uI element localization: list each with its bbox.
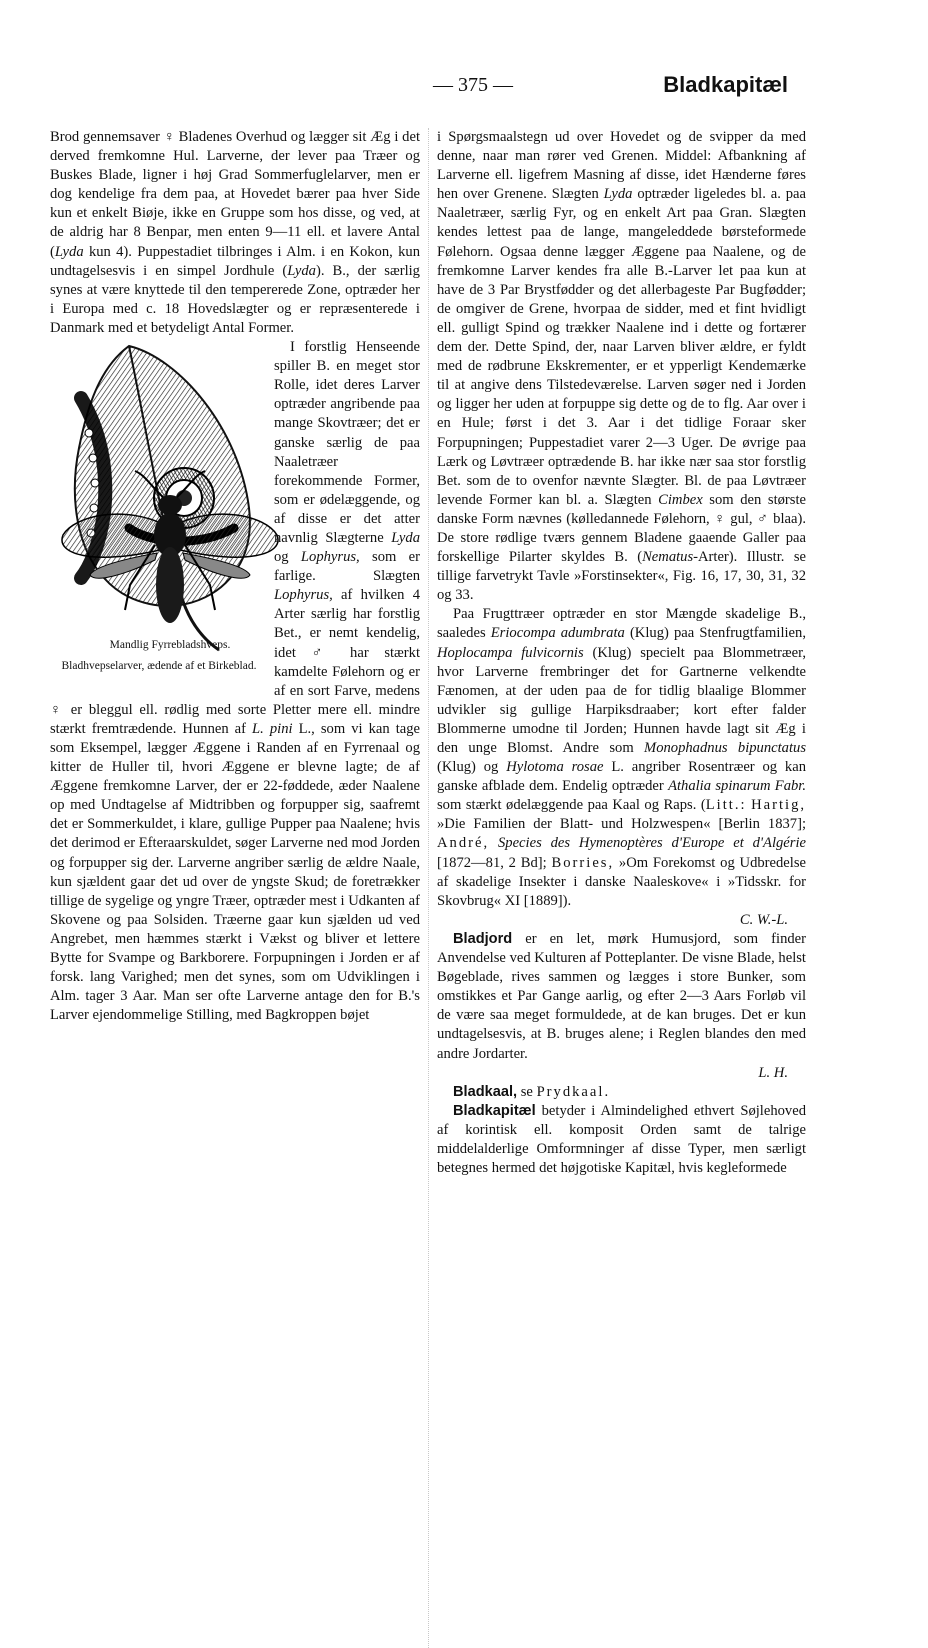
author-signature: L. H. <box>758 1064 788 1081</box>
page-number: — 375 — <box>433 74 513 96</box>
paragraph: I forstlig Henseende spiller B. en meget stor Rolle, idet deres Larver optræder angribende paa mange Skovtræer; det er ganske særlig de paa Naaletræer forekommende Former, som er ødelæggende, og af disse er det atter navnlig Slægterne Lyda og Lophyrus, som er farlige. Slægten Lophyrus, af hvilken 4 Arter særlig har forstlig Bet., er nemt kendelig, idet ♂ har stærkt kamdelte Følehorn og er af en sort Farve, medens ♀ er bleggul ell. rødlig med sorte Pletter mere ell. mindre stærkt fremtrædende. Hunnen af L. pini L., som vi kan tage som Eksempel, lægger Æggene i Randen af en Fyrrenaal og kitter de Huller til, hvori Æggene er blevne lagte; de af Æggene fremkomne Larver, der er 22-føddede, æder Naalene op med Undtagelse af Midtribben og forpupper sig, saafremt det er Sommerkuldet, i klare, gullige Pupper paa Naalene; hvis det derimod er Efteraarskuldet, søger Larverne ned mod Jorden og forpupper sig der. Larverne angriber særlig de ældre Naale, kun sjældent gaar det ud over de yngste Skud; de foretrækker tillige de sygelige og yngre Træer, optræder mest i Udkanten af Skovene og paa Solsiden. Træerne gaar kun sjælden ud ved Angrebet, men hæmmes stærkt i Vækst og bliver et lettere Bytte for Svampe og Barkborere. Forpupningen i Jorden er af forsk. lang Varighed; men det synes, som om Udviklingen i Alm. tager 3 Aar. Man ser ofte Larverne antage den for B.'s Larver ejendommelige Stilling, med Bagkroppen bøjet <box>50 339 420 1024</box>
right-column <box>437 128 806 1178</box>
entry-bladkaal: Bladkaal, se Prydkaal. <box>453 1083 611 1100</box>
figure-caption: Mandlig Fyrrebladshveps. <box>109 639 231 652</box>
paragraph-part: -Arter). Illustr. se tillige farvetrykt Tavle »Forstinsekter«, Fig. 16, 17, 30, 31, 32 og 33. <box>437 549 806 604</box>
figure-sawfly <box>50 465 290 657</box>
paragraph-part: L., som vi kan tage som Eksempel, lægger Æggene i Randen af en Fyrrenaal og kitter de Huller til, hvori Æggene er blevne lagte; de af Æggene fremkomne Larver, der er 22-føddede, æder Naalene op med Undtagelse af Midtribben og forpupper sig, saafremt det er Sommerkuldet, i klare, gullige Pupper paa Naalene; hvis det derimod er Efteraarskuldet, søger Larverne ned mod Jorden og forpupper sig der. Larverne angriber særlig de ældre Naale, kun sjældent gaar det ud over de yngste Skud; de foretrækker tillige de sygelige og yngre Træer, optræder mest i Udkanten af Skovene og paa Solsiden. Træerne gaar kun sjælden ud ved Angrebet, men hæmmes stærkt i Vækst og bliver et lettere Bytte for Svampe og Barkborere. Forpupningen i Jorden er af forsk. lang Varighed; men det synes, som om Udviklingen i Alm. tager 3 Aar. Man ser ofte Larverne antage den for B.'s Larver ejendommelige Stilling, med Bagkroppen bøjet <box>50 720 420 1024</box>
paragraph-part: ). B., der særlig synes at være knyttede til den tempererede Zone, optræder her i Europa med c. 18 Hovedslægter og er repræsenterede i Danmark med et betydeligt Antal Former. <box>50 262 420 336</box>
left-column <box>50 128 420 1025</box>
entry-bladkapitael: Bladkapitæl betyder i Almindelighed ethvert Søjlehoved af korintisk ell. komposit Orden samt de talrige middelalderlige Omformninger af disse Typer, men særligt betegnes hermed det højgotiske Kapitæl, hvis kegleformede <box>437 1102 806 1177</box>
author-signature: C. W.-L. <box>739 911 788 928</box>
entry-bladjord: Bladjord er en let, mørk Humusjord, som finder Anvendelse ved Kulturen af Potteplanter. De visne Blade, helst Bøgeblade, rives sammen og lægges i store Bunker, som omstikkes et Par Gange aarlig, og efter 2—3 Aars Forløb vil de være saa meget formuldede, at de kan bruges. Det er kun undtagelsesvis, at B. bruges alene; i Reglen blandes den med andre Jordarter. <box>437 930 806 1062</box>
entry-term: Bladjord <box>453 930 513 947</box>
entry-term: Bladkapitæl <box>453 1102 536 1119</box>
paragraph-part: »Om Forekomst og Udbredelse af skadelige Insekter i danske Naaleskove« i »Tidsskr. for Skovbrug« XI [1889]). <box>437 854 806 909</box>
figure-caption: Bladhvepselarver, ædende af et Birkeblad. <box>61 660 257 673</box>
column-divider <box>428 128 429 1648</box>
page-header <box>50 70 788 104</box>
running-head: Bladkapitæl <box>663 72 788 97</box>
paragraph: i Spørgsmaalstegn ud over Hovedet og de svipper da med denne, naar man rører ved Grenen. Middel: Afbankning af Larverne ell. ligefrem Masning af disse, idet Hænderne føres hen over Grenene. Slægten Lyda optræder ligeledes bl. a. paa Naaletræer, særlig Fyr, og en enkelt Art paa Gran. Slægten kendes lettest paa de lange, mangeleddede børsteformede Følehorn. Ogsaa denne lægger Æggene paa Naalene, og de fremkomne Larver kendes fra alle B.-Larver let paa kun at have de 3 Par Brystfødder og det allerbageste Par Bugfødder; de omgiver de Grene, hvorpaa de sidder, med et fint hvidligt ell. gulligt Spind og trækker Naalene ind i dette og fortærer dem der. Dette Spind, der, naar Larven bliver ældre, er fyldt med de rødbrune Ekskrementer, er et ypperligt Kendemærke til at angive dens Tilstedeværelse. Larven søger ned i Jorden og ligger her uden at forpuppe sig dette og de to flg. Aar over i en Hule; først i det 3. Aar i det tidlige Foraar sker Forpupningen; Puppestadiet varer 2—3 Uger. De øvrige paa Lærk og Løvtræer optrædende B. har ikke nær saa stor forstlig Bet. som de to ovenfor nævnte Slægter. Bl. de paa Løvtræer levende Former kan bl. a. Slægten Cimbex som den største danske Form nævnes (kølledannede Følehorn, ♀ gul, ♂ blaa). De store rødlige tværs gennem Bladene gaaende Galler paa forskellige Pilarter skyldes B. (Nematus-Arter). Illustr. se tillige farvetrykt Tavle »Forstinsekter«, Fig. 16, 17, 30, 31, 32 og 33. <box>437 129 807 604</box>
entry-term: Bladkaal, <box>453 1083 518 1100</box>
cross-reference: Prydkaal. <box>536 1083 611 1100</box>
paragraph: Paa Frugttræer optræder en stor Mængde skadelige B., saaledes Eriocompa adumbrata (Klug) paa Stenfrugtfamilien, Hoplocampa fulvicornis (Klug) specielt paa Blommetræer, hvor Larverne frembringer det for Gartnerne velkendte Fænomen, at der uden paa de for tidlig blaalige Blommer udvikler sig gullige Harpiksdraaber; kort efter falder Blommerne umodne til Jorden; Hunnen havde lagt sit Æg i den unge Blomst. Andre som Monophadnus bipunctatus (Klug) og Hylotoma rosae L. angriber Rosentræer og kan ganske afblade dem. Endelig optræder Athalia spinarum Fabr. som stærkt ødelæggende paa Kaal og Raps. (Litt.: Hartig, »Die Familien der Blatt- und Holzwespen« [Berlin 1837]; André, Species des Hymenoptères d'Europe et d'Algérie [1872—81, 2 Bd]; Borries, »Om Forekomst og Udbredelse af skadelige Insekter i danske Naaleskove« i »Tidsskr. for Skovbrug« XI [1889]). <box>437 606 807 909</box>
paragraph: Brod gennemsaver ♀ Bladenes Overhud og lægger sit Æg i det derved fremkomne Hul. Larverne, der lever paa Træer og Buskes Blade, ligner i høj Grad Sommerfuglelarver, men er dog kendelige fra dem paa, at Hovedet bærer paa hver Side kun et enkelt Biøje, ikke en Gruppe som hos disse, og ved, at de aldrig har 8 Benpar, men enten 9—11 ell. et lavere Antal (Lyda kun 4). Puppestadiet tilbringes i Alm. i en Kokon, kun undtagelsesvis i en simpel Jordhule (Lyda). B., der særlig synes at være knyttede til den tempererede Zone, optræder her i Europa med c. 18 Hovedslægter og er repræsenterede i Danmark med et betydeligt Antal Former. <box>50 129 420 336</box>
sawfly-illustration <box>55 465 285 635</box>
